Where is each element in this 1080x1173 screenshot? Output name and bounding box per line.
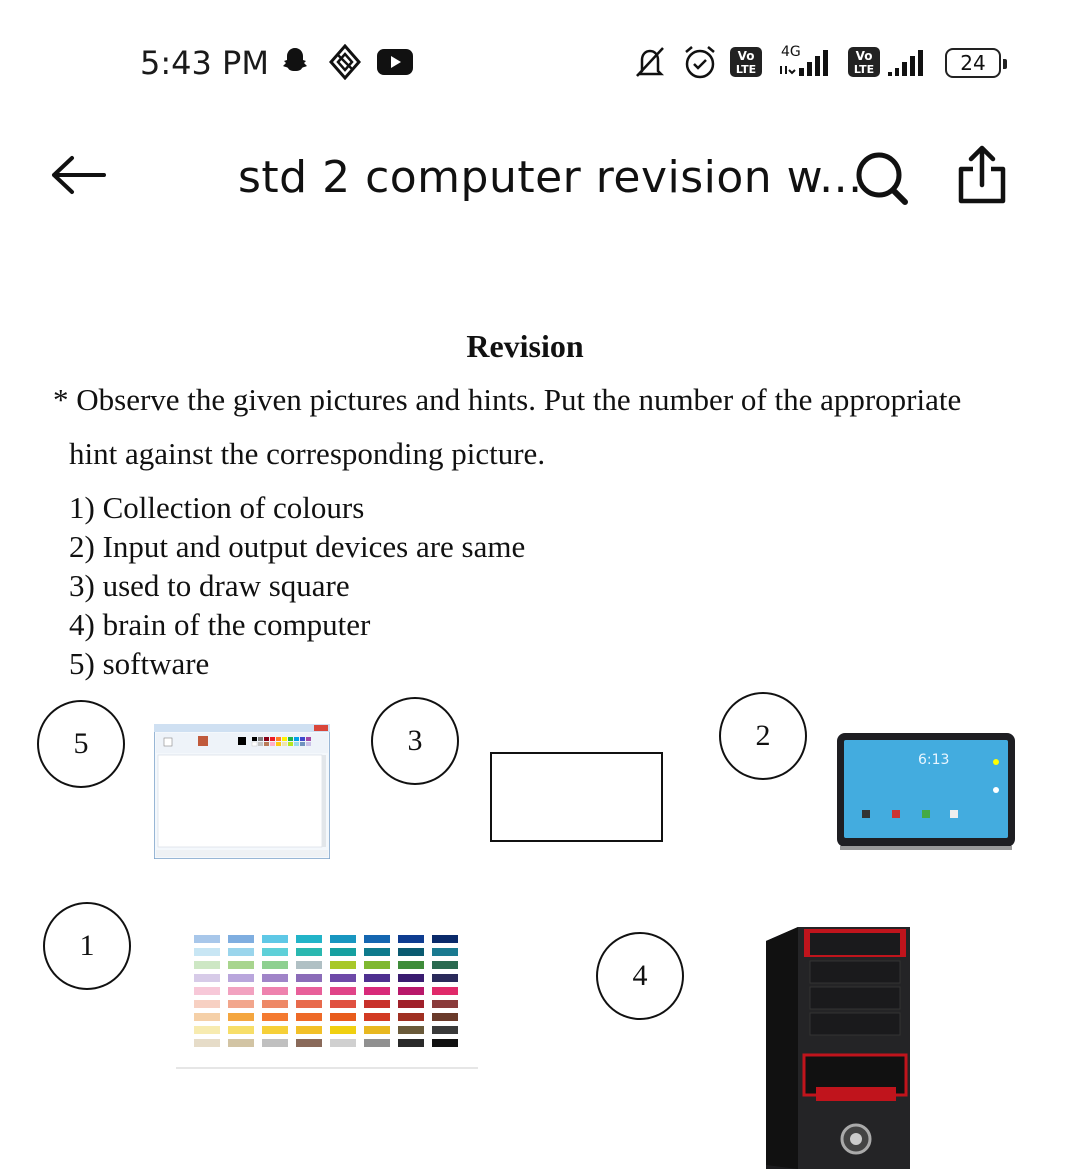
share-icon[interactable] [955, 145, 1009, 205]
colour-palette-image [176, 930, 478, 1070]
shield-app-icon [327, 44, 363, 80]
youtube-icon [376, 44, 414, 80]
answer-circle-tablet: 2 [719, 692, 807, 780]
answer-circle-square: 3 [371, 697, 459, 785]
alarm-icon [682, 44, 718, 80]
paint-app-image [154, 724, 330, 859]
signal-strength-icon-1 [777, 44, 835, 80]
search-icon[interactable] [853, 148, 913, 208]
tablet-image [836, 732, 1016, 852]
document-title: std 2 computer revision w... [238, 152, 863, 203]
svg-text:Vo: Vo [855, 49, 873, 63]
status-time: 5:43 PM [140, 44, 269, 82]
instruction-line-2: hint against the corresponding picture. [69, 436, 546, 471]
answer-circle-palette: 1 [43, 902, 131, 990]
battery-indicator: 24 [945, 48, 1001, 78]
hint-item-4: 4) brain of the computer [69, 607, 371, 642]
svg-text:LTE: LTE [735, 63, 757, 76]
bell-muted-icon [633, 44, 667, 80]
answer-circle-cpu: 4 [596, 932, 684, 1020]
hint-item-2: 2) Input and output devices are same [69, 529, 526, 564]
instruction-line-1: * Observe the given pictures and hints. Put the number of the appropriate [53, 382, 962, 417]
snapchat-icon [280, 44, 310, 80]
svg-text:LTE: LTE [853, 63, 875, 76]
network-type-label: 4G [781, 44, 801, 60]
svg-text:Vo: Vo [737, 49, 755, 63]
worksheet-heading: Revision [466, 328, 584, 364]
cpu-tower-image [760, 925, 912, 1169]
hint-item-1: 1) Collection of colours [69, 490, 365, 525]
tablet-clock: 6:13 [918, 752, 950, 768]
volte-icon-2 [847, 44, 881, 80]
signal-strength-icon-2 [884, 44, 932, 80]
hint-item-3: 3) used to draw square [69, 568, 350, 603]
square-shape-image [490, 752, 663, 842]
volte-icon-1 [729, 44, 763, 80]
back-arrow-icon[interactable] [46, 150, 110, 200]
hint-item-5: 5) software [69, 646, 210, 681]
answer-circle-paint: 5 [37, 700, 125, 788]
